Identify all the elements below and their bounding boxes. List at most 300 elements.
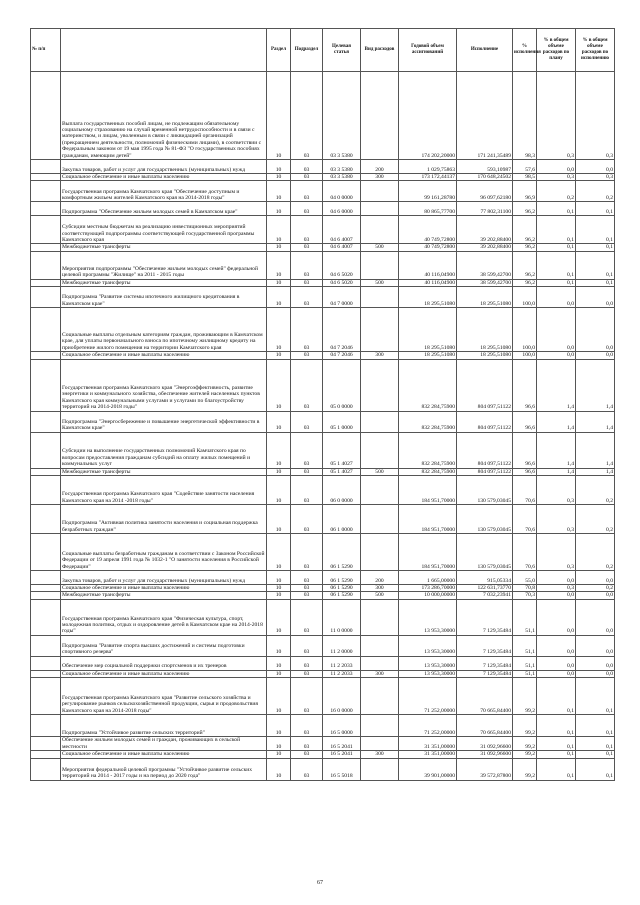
row-execution-percent-cell: 70,3 bbox=[513, 592, 537, 599]
row-execution-cell: 130 579,03045 bbox=[457, 534, 513, 571]
row-podrazdel-cell: 03 bbox=[291, 352, 323, 359]
row-number-cell bbox=[31, 571, 61, 585]
row-target-article-cell: 06 1 5290 bbox=[323, 585, 361, 592]
row-target-article-cell: 03 3 5380 bbox=[323, 72, 361, 160]
row-podrazdel-cell: 03 bbox=[291, 174, 323, 181]
col-header-target-article: Целевая статья bbox=[323, 29, 361, 72]
row-share-execution-cell: 0,0 bbox=[576, 635, 615, 656]
row-number-cell bbox=[31, 758, 61, 780]
row-annual-allocation-cell: 71 252,00000 bbox=[399, 678, 457, 715]
row-expense-type-cell: 300 bbox=[361, 751, 399, 758]
row-razdel-cell: 10 bbox=[267, 758, 291, 780]
row-annual-allocation-cell: 173 172,44137 bbox=[399, 174, 457, 181]
row-target-article-cell: 04 7 2046 bbox=[323, 308, 361, 352]
row-podrazdel-cell: 03 bbox=[291, 202, 323, 216]
row-execution-cell: 122 631,73770 bbox=[457, 585, 513, 592]
row-podrazdel-cell: 03 bbox=[291, 411, 323, 432]
row-name-cell: Закупка товаров, работ и услуг для государственных (муниципальных) нужд bbox=[61, 571, 267, 585]
row-share-plan-cell: 0,2 bbox=[537, 181, 576, 202]
row-razdel-cell: 10 bbox=[267, 678, 291, 715]
table-row bbox=[31, 202, 615, 216]
table-row bbox=[31, 468, 615, 475]
row-execution-percent-cell: 99,2 bbox=[513, 737, 537, 751]
row-share-plan-cell: 0,0 bbox=[537, 592, 576, 599]
row-execution-percent-cell: 51,1 bbox=[513, 656, 537, 670]
row-expense-type-cell bbox=[361, 505, 399, 534]
row-execution-percent-cell: 96,9 bbox=[513, 181, 537, 202]
row-expense-type-cell bbox=[361, 359, 399, 411]
row-razdel-cell: 10 bbox=[267, 287, 291, 308]
row-share-plan-cell: 0,1 bbox=[537, 202, 576, 216]
row-razdel-cell: 10 bbox=[267, 432, 291, 468]
row-share-execution-cell: 0,1 bbox=[576, 678, 615, 715]
row-number-cell bbox=[31, 476, 61, 505]
row-expense-type-cell bbox=[361, 411, 399, 432]
row-number-cell bbox=[31, 308, 61, 352]
row-execution-cell: 804 097,51122 bbox=[457, 468, 513, 475]
table-row bbox=[31, 505, 615, 534]
row-execution-percent-cell: 99,2 bbox=[513, 715, 537, 737]
row-target-article-cell: 11 2 2033 bbox=[323, 670, 361, 677]
col-header-razdel: Раздел bbox=[267, 29, 291, 72]
table-row bbox=[31, 72, 615, 160]
table-row bbox=[31, 174, 615, 181]
row-razdel-cell: 10 bbox=[267, 181, 291, 202]
row-execution-percent-cell: 96,6 bbox=[513, 359, 537, 411]
row-expense-type-cell bbox=[361, 758, 399, 780]
row-share-plan-cell: 0,1 bbox=[537, 279, 576, 286]
row-execution-cell: 18 295,51080 bbox=[457, 287, 513, 308]
row-name-cell: Подпрограмма "Активная политика занятости населения и социальная поддержка безработных граждан" bbox=[61, 505, 267, 534]
row-execution-percent-cell: 70,6 bbox=[513, 505, 537, 534]
row-execution-percent-cell: 96,6 bbox=[513, 411, 537, 432]
row-execution-percent-cell: 100,0 bbox=[513, 308, 537, 352]
row-name-cell: Социальное обеспечение и иные выплаты населению bbox=[61, 670, 267, 677]
row-podrazdel-cell: 03 bbox=[291, 359, 323, 411]
row-annual-allocation-cell: 13 953,30000 bbox=[399, 599, 457, 635]
row-execution-percent-cell: 96,6 bbox=[513, 432, 537, 468]
row-name-cell: Государственная программа Камчатского края "Содействие занятости населения Камчатского края на 2014 -2018 годы" bbox=[61, 476, 267, 505]
row-execution-percent-cell: 70,6 bbox=[513, 476, 537, 505]
row-razdel-cell: 10 bbox=[267, 468, 291, 475]
row-share-execution-cell: 0,3 bbox=[576, 72, 615, 160]
row-razdel-cell: 10 bbox=[267, 571, 291, 585]
row-share-plan-cell: 0,1 bbox=[537, 244, 576, 251]
row-execution-percent-cell: 99,2 bbox=[513, 758, 537, 780]
row-podrazdel-cell: 03 bbox=[291, 599, 323, 635]
table-row bbox=[31, 216, 615, 244]
row-number-cell bbox=[31, 599, 61, 635]
row-name-cell: Мероприятия подпрограммы "Обеспечение жильем молодых семей" федеральной целевой программы "Жилище" на 2011 - 2015 годы bbox=[61, 251, 267, 279]
row-target-article-cell: 04 6 4007 bbox=[323, 244, 361, 251]
table-row bbox=[31, 476, 615, 505]
table-row bbox=[31, 758, 615, 780]
row-expense-type-cell: 300 bbox=[361, 585, 399, 592]
row-number-cell bbox=[31, 737, 61, 751]
row-annual-allocation-cell: 10 000,00000 bbox=[399, 592, 457, 599]
row-target-article-cell: 16 5 2041 bbox=[323, 751, 361, 758]
row-annual-allocation-cell: 184 951,70000 bbox=[399, 505, 457, 534]
table-row bbox=[31, 359, 615, 411]
row-target-article-cell: 03 3 5380 bbox=[323, 174, 361, 181]
row-execution-percent-cell: 96,2 bbox=[513, 216, 537, 244]
row-expense-type-cell bbox=[361, 737, 399, 751]
row-annual-allocation-cell: 31 351,00000 bbox=[399, 751, 457, 758]
row-razdel-cell: 10 bbox=[267, 202, 291, 216]
row-expense-type-cell bbox=[361, 202, 399, 216]
row-number-cell bbox=[31, 216, 61, 244]
row-execution-percent-cell: 70,6 bbox=[513, 534, 537, 571]
row-expense-type-cell bbox=[361, 251, 399, 279]
row-podrazdel-cell: 03 bbox=[291, 432, 323, 468]
row-expense-type-cell: 300 bbox=[361, 352, 399, 359]
row-target-article-cell: 16 5 5018 bbox=[323, 758, 361, 780]
table-row bbox=[31, 308, 615, 352]
row-podrazdel-cell: 03 bbox=[291, 287, 323, 308]
row-annual-allocation-cell: 40 749,72800 bbox=[399, 216, 457, 244]
row-target-article-cell: 04 6 5020 bbox=[323, 251, 361, 279]
row-razdel-cell: 10 bbox=[267, 308, 291, 352]
row-podrazdel-cell: 03 bbox=[291, 251, 323, 279]
row-annual-allocation-cell: 13 953,30000 bbox=[399, 656, 457, 670]
row-podrazdel-cell: 03 bbox=[291, 181, 323, 202]
table-row bbox=[31, 251, 615, 279]
row-annual-allocation-cell: 184 951,70000 bbox=[399, 476, 457, 505]
row-execution-cell: 39 202,88400 bbox=[457, 216, 513, 244]
row-execution-percent-cell: 99,2 bbox=[513, 678, 537, 715]
row-share-plan-cell: 0,0 bbox=[537, 670, 576, 677]
col-header-share-execution: % в общем объеме расходов по исполнению bbox=[576, 29, 615, 72]
row-share-plan-cell: 0,0 bbox=[537, 571, 576, 585]
row-number-cell bbox=[31, 352, 61, 359]
row-number-cell bbox=[31, 244, 61, 251]
col-header-execution: Исполнение bbox=[457, 29, 513, 72]
row-razdel-cell: 10 bbox=[267, 359, 291, 411]
row-share-execution-cell: 0,0 bbox=[576, 571, 615, 585]
row-share-plan-cell: 0,0 bbox=[537, 599, 576, 635]
row-share-plan-cell: 1,4 bbox=[537, 411, 576, 432]
row-razdel-cell: 10 bbox=[267, 352, 291, 359]
row-podrazdel-cell: 03 bbox=[291, 244, 323, 251]
row-expense-type-cell bbox=[361, 216, 399, 244]
row-podrazdel-cell: 03 bbox=[291, 160, 323, 174]
row-razdel-cell: 10 bbox=[267, 216, 291, 244]
row-share-execution-cell: 0,3 bbox=[576, 174, 615, 181]
row-share-execution-cell: 1,4 bbox=[576, 359, 615, 411]
row-share-execution-cell: 0,0 bbox=[576, 592, 615, 599]
row-share-execution-cell: 0,0 bbox=[576, 352, 615, 359]
row-target-article-cell: 16 5 2041 bbox=[323, 737, 361, 751]
row-number-cell bbox=[31, 592, 61, 599]
row-podrazdel-cell: 03 bbox=[291, 216, 323, 244]
row-execution-cell: 39 202,88400 bbox=[457, 244, 513, 251]
row-expense-type-cell: 200 bbox=[361, 571, 399, 585]
row-razdel-cell: 10 bbox=[267, 251, 291, 279]
row-number-cell bbox=[31, 72, 61, 160]
row-share-execution-cell: 0,0 bbox=[576, 670, 615, 677]
col-header-annual-allocation: Годовой объем ассигнований bbox=[399, 29, 457, 72]
row-share-plan-cell: 0,1 bbox=[537, 758, 576, 780]
row-razdel-cell: 10 bbox=[267, 599, 291, 635]
row-execution-percent-cell: 100,0 bbox=[513, 352, 537, 359]
row-annual-allocation-cell: 40 116,04900 bbox=[399, 279, 457, 286]
row-razdel-cell: 10 bbox=[267, 715, 291, 737]
row-share-execution-cell: 0,1 bbox=[576, 202, 615, 216]
row-name-cell: Социальные выплаты отдельным категориям граждан, проживающим в Камчатском крае, для уплаты первоначального взноса по ипотечному жилищному кредиту на приобретение жилого помещения на территории Камчатского края bbox=[61, 308, 267, 352]
row-annual-allocation-cell: 184 951,70000 bbox=[399, 534, 457, 571]
row-target-article-cell: 04 7 2046 bbox=[323, 352, 361, 359]
row-expense-type-cell bbox=[361, 72, 399, 160]
row-number-cell bbox=[31, 751, 61, 758]
row-share-execution-cell: 0,1 bbox=[576, 244, 615, 251]
row-execution-cell: 31 092,96600 bbox=[457, 737, 513, 751]
table-row bbox=[31, 585, 615, 592]
table-row bbox=[31, 571, 615, 585]
row-number-cell bbox=[31, 174, 61, 181]
row-razdel-cell: 10 bbox=[267, 635, 291, 656]
row-share-execution-cell: 0,2 bbox=[576, 505, 615, 534]
row-expense-type-cell bbox=[361, 476, 399, 505]
table-row bbox=[31, 279, 615, 286]
row-execution-cell: 7 129,35484 bbox=[457, 656, 513, 670]
row-target-article-cell: 11 2 0000 bbox=[323, 635, 361, 656]
row-execution-cell: 7 129,35484 bbox=[457, 635, 513, 656]
row-number-cell bbox=[31, 505, 61, 534]
row-share-execution-cell: 0,2 bbox=[576, 585, 615, 592]
table-row bbox=[31, 411, 615, 432]
row-target-article-cell: 16 0 0000 bbox=[323, 678, 361, 715]
row-target-article-cell: 06 0 0000 bbox=[323, 476, 361, 505]
row-name-cell: Государственная программа Камчатского края "Обеспечение доступным и комфортным жильем жителей Камчатского края на 2014-2018 годы" bbox=[61, 181, 267, 202]
table-row bbox=[31, 160, 615, 174]
col-header-name bbox=[61, 29, 267, 72]
row-razdel-cell: 10 bbox=[267, 160, 291, 174]
row-share-plan-cell: 0,1 bbox=[537, 216, 576, 244]
row-number-cell bbox=[31, 411, 61, 432]
row-share-plan-cell: 0,3 bbox=[537, 585, 576, 592]
row-number-cell bbox=[31, 656, 61, 670]
row-annual-allocation-cell: 1 665,00000 bbox=[399, 571, 457, 585]
row-execution-cell: 130 579,03045 bbox=[457, 505, 513, 534]
row-razdel-cell: 10 bbox=[267, 751, 291, 758]
row-razdel-cell: 10 bbox=[267, 72, 291, 160]
table-row bbox=[31, 751, 615, 758]
row-podrazdel-cell: 03 bbox=[291, 72, 323, 160]
row-expense-type-cell bbox=[361, 287, 399, 308]
row-target-article-cell: 04 6 5020 bbox=[323, 279, 361, 286]
row-name-cell: Социальное обеспечение и иные выплаты населению bbox=[61, 174, 267, 181]
col-header-execution-percent: % исполнения bbox=[513, 29, 537, 72]
row-name-cell: Межбюджетные трансферты bbox=[61, 592, 267, 599]
row-execution-percent-cell: 100,0 bbox=[513, 287, 537, 308]
row-execution-cell: 39 572,87800 bbox=[457, 758, 513, 780]
row-number-cell bbox=[31, 585, 61, 592]
row-target-article-cell: 03 3 5380 bbox=[323, 160, 361, 174]
row-target-article-cell: 06 1 5290 bbox=[323, 534, 361, 571]
row-execution-cell: 18 295,51080 bbox=[457, 308, 513, 352]
row-expense-type-cell: 500 bbox=[361, 279, 399, 286]
row-number-cell bbox=[31, 287, 61, 308]
row-share-execution-cell: 0,2 bbox=[576, 181, 615, 202]
row-number-cell bbox=[31, 181, 61, 202]
row-share-plan-cell: 0,3 bbox=[537, 72, 576, 160]
row-annual-allocation-cell: 832 284,75900 bbox=[399, 468, 457, 475]
row-razdel-cell: 10 bbox=[267, 476, 291, 505]
row-execution-cell: 7 032,23941 bbox=[457, 592, 513, 599]
row-podrazdel-cell: 03 bbox=[291, 670, 323, 677]
row-execution-cell: 804 097,51122 bbox=[457, 432, 513, 468]
table-row bbox=[31, 656, 615, 670]
row-number-cell bbox=[31, 160, 61, 174]
row-razdel-cell: 10 bbox=[267, 505, 291, 534]
col-header-podrazdel: Подраздел bbox=[291, 29, 323, 72]
row-name-cell: Социальное обеспечение и иные выплаты населению bbox=[61, 585, 267, 592]
row-annual-allocation-cell: 71 252,00000 bbox=[399, 715, 457, 737]
row-share-plan-cell: 0,3 bbox=[537, 534, 576, 571]
row-annual-allocation-cell: 13 953,30000 bbox=[399, 670, 457, 677]
row-expense-type-cell bbox=[361, 656, 399, 670]
row-execution-percent-cell: 96,2 bbox=[513, 202, 537, 216]
row-annual-allocation-cell: 39 901,00000 bbox=[399, 758, 457, 780]
col-header-expense-type: Вид расходов bbox=[361, 29, 399, 72]
row-name-cell: Межбюджетные трансферты bbox=[61, 279, 267, 286]
row-name-cell: Выплата государственных пособий лицам, не подлежащим обязательному социальному страхованию на случай временной нетрудоспособности и в связи с материнством, и лицам, уволенным в связи с ликвидацией организаций (прекращением деятельности, полномочий физическими лицами), в соответствии с Федеральным законом от 19 мая 1995 года № 81-ФЗ "О государственных пособиях гражданам, имеющим детей" bbox=[61, 72, 267, 160]
row-name-cell: Подпрограмма "Развитие спорта высших достижений и системы подготовки спортивного резерва" bbox=[61, 635, 267, 656]
table-row bbox=[31, 599, 615, 635]
row-expense-type-cell bbox=[361, 635, 399, 656]
row-target-article-cell: 06 1 5290 bbox=[323, 571, 361, 585]
row-execution-percent-cell: 96,2 bbox=[513, 244, 537, 251]
row-share-execution-cell: 0,1 bbox=[576, 758, 615, 780]
row-podrazdel-cell: 03 bbox=[291, 715, 323, 737]
row-expense-type-cell bbox=[361, 181, 399, 202]
row-share-execution-cell: 1,4 bbox=[576, 432, 615, 468]
row-razdel-cell: 10 bbox=[267, 656, 291, 670]
row-expense-type-cell: 200 bbox=[361, 160, 399, 174]
row-name-cell: Подпрограмма "Устойчивое развитие сельских территорий" bbox=[61, 715, 267, 737]
table-row bbox=[31, 352, 615, 359]
row-share-execution-cell: 0,0 bbox=[576, 599, 615, 635]
table-row bbox=[31, 244, 615, 251]
col-header-number: № п/п bbox=[31, 29, 61, 72]
row-share-execution-cell: 0,1 bbox=[576, 737, 615, 751]
row-execution-cell: 18 295,51080 bbox=[457, 352, 513, 359]
table-row bbox=[31, 635, 615, 656]
row-podrazdel-cell: 03 bbox=[291, 505, 323, 534]
row-share-plan-cell: 0,3 bbox=[537, 174, 576, 181]
row-execution-percent-cell: 98,3 bbox=[513, 72, 537, 160]
row-number-cell bbox=[31, 534, 61, 571]
row-execution-cell: 77 802,31100 bbox=[457, 202, 513, 216]
row-expense-type-cell bbox=[361, 432, 399, 468]
row-target-article-cell: 11 0 0000 bbox=[323, 599, 361, 635]
row-number-cell bbox=[31, 715, 61, 737]
row-target-article-cell: 04 7 0000 bbox=[323, 287, 361, 308]
row-share-execution-cell: 0,2 bbox=[576, 476, 615, 505]
row-razdel-cell: 10 bbox=[267, 279, 291, 286]
row-execution-percent-cell: 96,2 bbox=[513, 279, 537, 286]
row-share-execution-cell: 0,1 bbox=[576, 751, 615, 758]
row-name-cell: Государственная программа Камчатского края "Развитие сельского хозяйства и регулирование рынков сельскохозяйственной продукции, сырья и продовольствия Камчатского края на 2014-2018 годы" bbox=[61, 678, 267, 715]
row-share-execution-cell: 0,0 bbox=[576, 308, 615, 352]
row-share-execution-cell: 0,0 bbox=[576, 160, 615, 174]
row-expense-type-cell: 500 bbox=[361, 468, 399, 475]
row-execution-percent-cell: 96,6 bbox=[513, 468, 537, 475]
row-share-execution-cell: 1,4 bbox=[576, 468, 615, 475]
row-annual-allocation-cell: 832 284,75900 bbox=[399, 432, 457, 468]
row-share-plan-cell: 0,0 bbox=[537, 308, 576, 352]
row-share-plan-cell: 0,1 bbox=[537, 715, 576, 737]
row-name-cell: Субсидии на выполнение государственных полномочий Камчатского края по вопросам предоставления гражданам субсидий на оплату жилых помещений и коммунальных услуг bbox=[61, 432, 267, 468]
row-razdel-cell: 10 bbox=[267, 592, 291, 599]
row-target-article-cell: 05 1 0000 bbox=[323, 411, 361, 432]
row-execution-cell: 804 097,51122 bbox=[457, 411, 513, 432]
row-target-article-cell: 11 2 2033 bbox=[323, 656, 361, 670]
row-execution-percent-cell: 51,1 bbox=[513, 635, 537, 656]
row-annual-allocation-cell: 99 161,28780 bbox=[399, 181, 457, 202]
row-execution-cell: 804 097,51122 bbox=[457, 359, 513, 411]
row-share-execution-cell: 1,4 bbox=[576, 411, 615, 432]
row-share-execution-cell: 0,0 bbox=[576, 656, 615, 670]
row-number-cell bbox=[31, 432, 61, 468]
row-podrazdel-cell: 03 bbox=[291, 656, 323, 670]
row-share-execution-cell: 0,2 bbox=[576, 534, 615, 571]
row-share-plan-cell: 1,4 bbox=[537, 359, 576, 411]
row-name-cell: Подпрограмма "Развитие системы ипотечного жилищного кредитования в Камчатском крае" bbox=[61, 287, 267, 308]
row-execution-percent-cell: 98,5 bbox=[513, 174, 537, 181]
row-name-cell: Социальное обеспечение и иные выплаты населению bbox=[61, 352, 267, 359]
row-number-cell bbox=[31, 468, 61, 475]
row-number-cell bbox=[31, 279, 61, 286]
row-number-cell bbox=[31, 635, 61, 656]
row-annual-allocation-cell: 832 284,75900 bbox=[399, 411, 457, 432]
row-share-plan-cell: 0,1 bbox=[537, 751, 576, 758]
row-name-cell: Государственная программа Камчатского края "Энергоэффективность, развитие энергетики и коммунального хозяйства, обеспечение жителей населенных пунктов Камчатского края коммунальными услугами и услугами по благоустройству территорий на 2014-2018 годы" bbox=[61, 359, 267, 411]
row-podrazdel-cell: 03 bbox=[291, 308, 323, 352]
row-execution-cell: 70 665,84400 bbox=[457, 678, 513, 715]
row-annual-allocation-cell: 832 284,75900 bbox=[399, 359, 457, 411]
table-row bbox=[31, 678, 615, 715]
row-podrazdel-cell: 03 bbox=[291, 571, 323, 585]
row-share-plan-cell: 1,4 bbox=[537, 432, 576, 468]
row-razdel-cell: 10 bbox=[267, 244, 291, 251]
row-annual-allocation-cell: 1 029,75863 bbox=[399, 160, 457, 174]
row-podrazdel-cell: 03 bbox=[291, 737, 323, 751]
row-name-cell: Межбюджетные трансферты bbox=[61, 244, 267, 251]
row-share-plan-cell: 0,0 bbox=[537, 160, 576, 174]
row-name-cell: Межбюджетные трансферты bbox=[61, 468, 267, 475]
table-row bbox=[31, 592, 615, 599]
row-target-article-cell: 05 1 4027 bbox=[323, 468, 361, 475]
col-header-share-plan: % в общем объеме расходов по плану bbox=[537, 29, 576, 72]
row-share-plan-cell: 0,0 bbox=[537, 287, 576, 308]
row-name-cell: Субсидии местным бюджетам на реализацию инвестиционных мероприятий соответствующей подпрограммы соответствующей государственной программы Камчатского края bbox=[61, 216, 267, 244]
row-name-cell: Закупка товаров, работ и услуг для государственных (муниципальных) нужд bbox=[61, 160, 267, 174]
row-name-cell: Социальное обеспечение и иные выплаты населению bbox=[61, 751, 267, 758]
row-podrazdel-cell: 03 bbox=[291, 476, 323, 505]
row-annual-allocation-cell: 18 295,51080 bbox=[399, 352, 457, 359]
row-execution-cell: 70 665,84400 bbox=[457, 715, 513, 737]
row-podrazdel-cell: 03 bbox=[291, 279, 323, 286]
row-execution-cell: 31 092,96600 bbox=[457, 751, 513, 758]
row-execution-cell: 38 599,42700 bbox=[457, 279, 513, 286]
row-name-cell: Мероприятия федеральной целевой программы "Устойчивое развитие сельских территорий на 2014 - 2017 годы и на период до 2020 года" bbox=[61, 758, 267, 780]
row-execution-percent-cell: 96,2 bbox=[513, 251, 537, 279]
row-annual-allocation-cell: 18 295,51080 bbox=[399, 287, 457, 308]
row-podrazdel-cell: 03 bbox=[291, 678, 323, 715]
row-execution-cell: 171 241,35489 bbox=[457, 72, 513, 160]
row-share-plan-cell: 0,1 bbox=[537, 737, 576, 751]
